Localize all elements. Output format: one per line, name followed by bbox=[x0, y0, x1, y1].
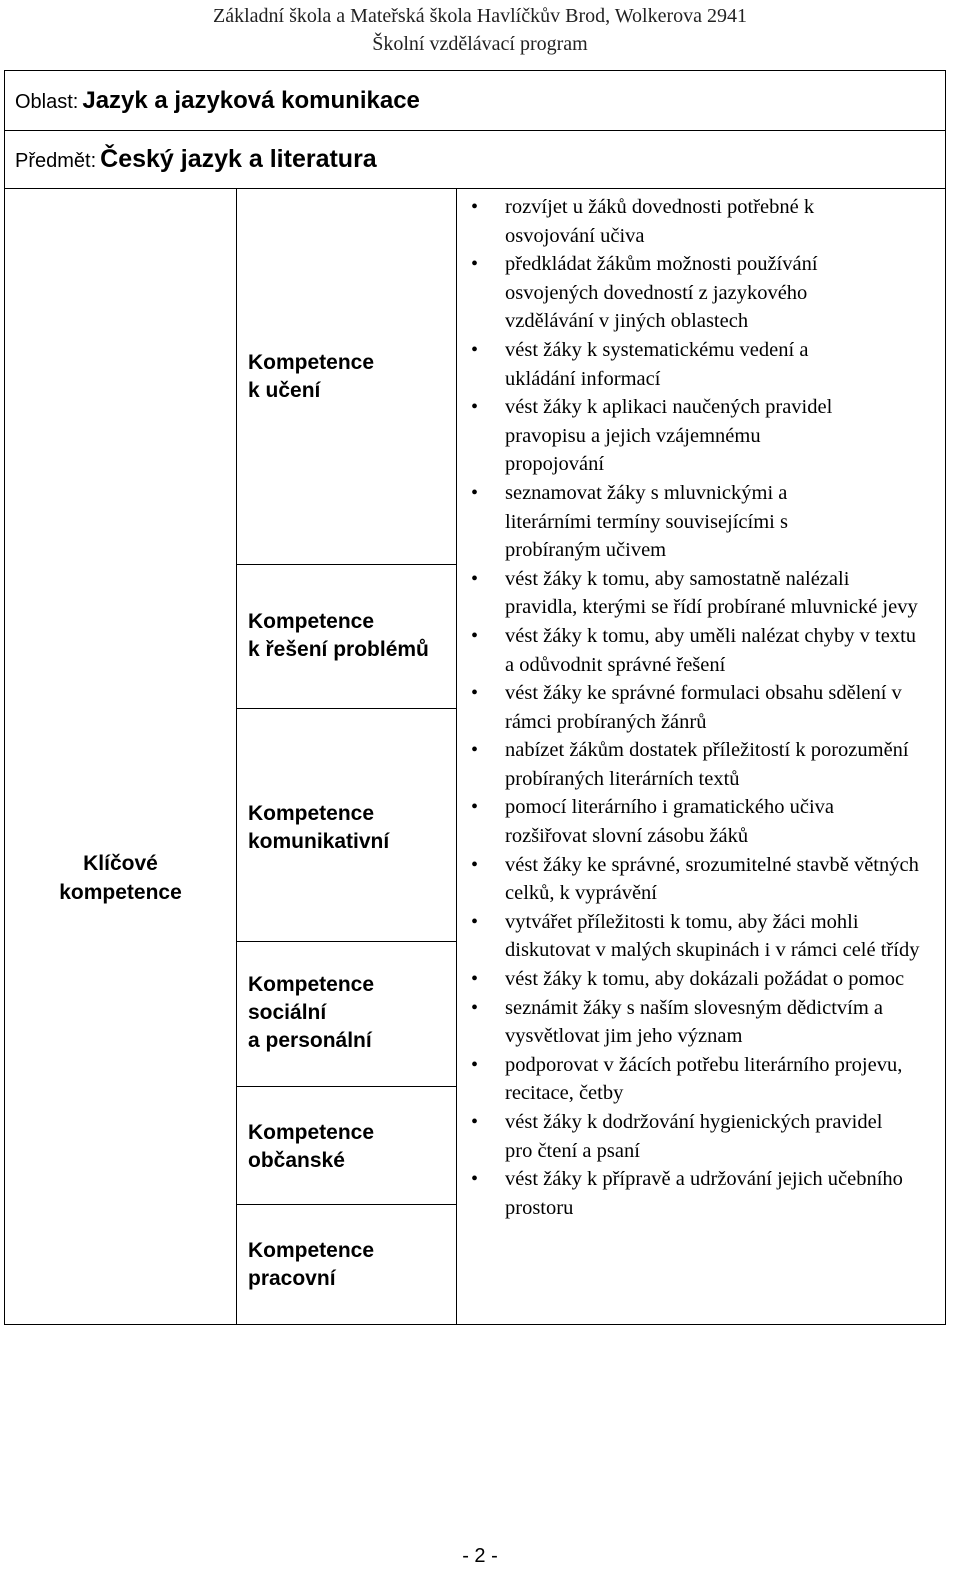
list-item: • vytvářet příležitosti k tomu, aby žáci mohli diskutovat v malých skupinách i v rámci celé třídy bbox=[457, 908, 935, 965]
competence-name: pracovní bbox=[248, 1267, 336, 1290]
competence-title: Kompetence bbox=[248, 973, 375, 996]
key-label-line2: kompetence bbox=[59, 881, 182, 904]
competence-name: sociální bbox=[248, 1001, 327, 1024]
competence-name: občanské bbox=[248, 1149, 345, 1172]
curriculum-table bbox=[4, 70, 946, 1325]
page-number: - 2 - bbox=[462, 1545, 498, 1567]
competence-cell bbox=[237, 565, 456, 709]
competence-cell bbox=[237, 1087, 456, 1205]
subject-label: Předmět: bbox=[15, 150, 97, 172]
competence-cell bbox=[237, 1205, 456, 1325]
competence-title: Kompetence bbox=[248, 610, 375, 633]
competence-cell bbox=[237, 189, 456, 565]
area-label: Oblast: bbox=[15, 91, 79, 113]
list-item: • vést žáky k přípravě a udržování jejich učebního prostoru bbox=[457, 1165, 905, 1222]
subject-row bbox=[5, 131, 945, 189]
subject-value: Český jazyk a literatura bbox=[100, 145, 377, 173]
list-item: • vést žáky k dodržování hygienických pravidel pro čtení a psaní bbox=[457, 1108, 905, 1165]
key-competences-column bbox=[5, 189, 237, 1324]
list-item: • podporovat v žácích potřebu literárního projevu, recitace, četby bbox=[457, 1051, 905, 1108]
program-name: Školní vzdělávací program bbox=[372, 33, 588, 55]
area-value: Jazyk a jazyková komunikace bbox=[82, 87, 420, 114]
list-item: • rozvíjet u žáků dovednosti potřebné k osvojování učiva bbox=[457, 193, 835, 250]
competence-cell bbox=[237, 709, 456, 942]
list-item: • vést žáky k tomu, aby dokázali požádat o pomoc bbox=[457, 965, 905, 994]
list-item: • seznamovat žáky s mluvnickými a literárními termíny souvisejícími s probíraným učivem bbox=[457, 479, 835, 565]
list-item: • vést žáky ke správné formulaci obsahu sdělení v rámci probíraných žánrů bbox=[457, 679, 905, 736]
key-competences-label bbox=[5, 849, 236, 907]
area-row bbox=[5, 71, 945, 131]
competence-name: k učení bbox=[248, 379, 321, 402]
competence-title: Kompetence bbox=[248, 351, 375, 374]
competence-name-extra: a personální bbox=[248, 1029, 372, 1052]
list-item: • nabízet žákům dostatek příležitostí k porozumění probíraných literárních textů bbox=[457, 736, 935, 793]
competence-title: Kompetence bbox=[248, 802, 375, 825]
list-item: • vést žáky k tomu, aby uměli nalézat chyby v textu a odůvodnit správné řešení bbox=[457, 622, 925, 679]
list-item: • pomocí literárního i gramatického učiva rozšiřovat slovní zásobu žáků bbox=[457, 793, 905, 850]
list-item: • vést žáky ke správné, srozumitelné stavbě větných celků, k vyprávění bbox=[457, 851, 925, 908]
competence-title: Kompetence bbox=[248, 1121, 375, 1144]
page-header bbox=[0, 0, 960, 58]
competence-title: Kompetence bbox=[248, 1239, 375, 1262]
list-item: • vést žáky k systematickému vedení a ukládání informací bbox=[457, 336, 845, 393]
school-name: Základní škola a Mateřská škola Havlíčkův Brod, Wolkerova 2941 bbox=[212, 5, 747, 27]
goals-column bbox=[457, 189, 945, 1324]
competence-cell bbox=[237, 942, 456, 1087]
key-label-line1: Klíčové bbox=[83, 852, 158, 875]
goals-list bbox=[457, 193, 945, 1222]
list-item: • předkládat žákům možnosti používání osvojených dovedností z jazykového vzdělávání v jiných oblastech bbox=[457, 250, 845, 336]
competence-name: komunikativní bbox=[248, 830, 390, 853]
list-item: • seznámit žáky s naším slovesným dědictvím a vysvětlovat jim jeho význam bbox=[457, 994, 925, 1051]
competence-name: k řešení problémů bbox=[248, 638, 429, 661]
competences-column bbox=[237, 189, 457, 1324]
list-item: • vést žáky k aplikaci naučených pravidel pravopisu a jejich vzájemnému propojování bbox=[457, 393, 850, 479]
list-item: • vést žáky k tomu, aby samostatně nalézali pravidla, kterými se řídí probírané mluvnické jevy bbox=[457, 565, 925, 622]
